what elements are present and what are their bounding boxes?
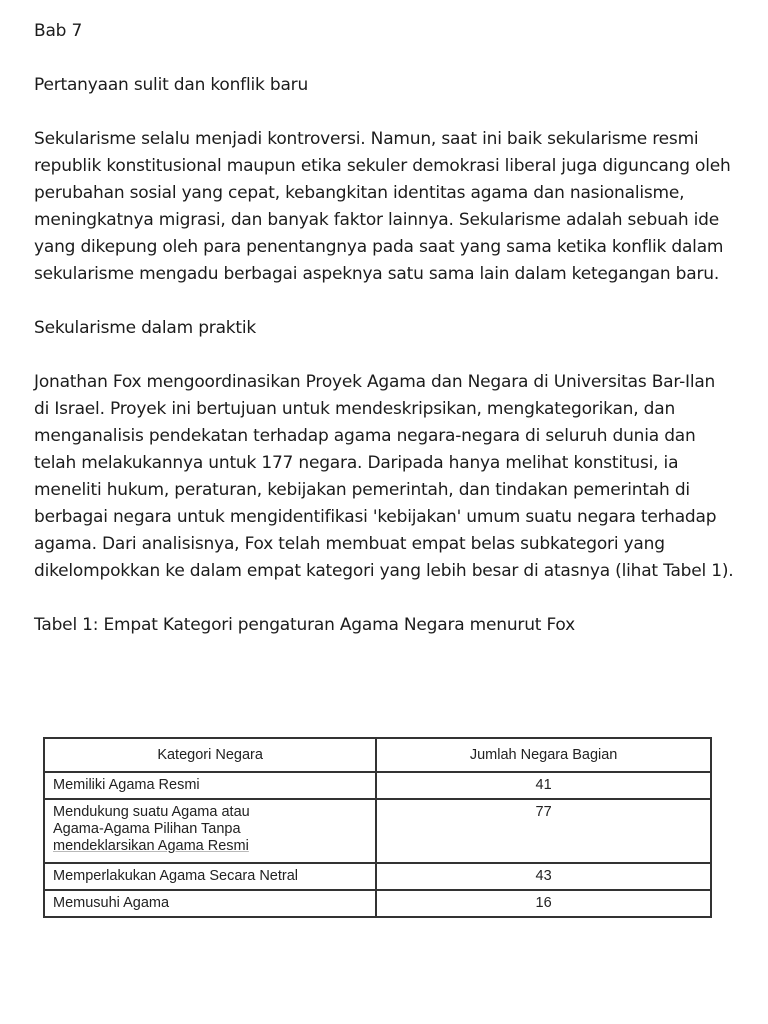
table-caption: Tabel 1: Empat Kategori pengaturan Agama Negara menurut Fox: [34, 615, 575, 635]
row-category-line: mendeklarsikan Agama Resmi: [53, 838, 249, 854]
table-row: [44, 799, 711, 863]
row-category: Memiliki Agama Resmi: [44, 772, 376, 799]
country-category-table: [43, 737, 712, 918]
row-category-line: Mendukung suatu Agama atau: [53, 804, 250, 820]
row-category: Memperlakukan Agama Secara Netral: [44, 863, 376, 890]
section2-heading: Sekularisme dalam praktik: [34, 318, 257, 338]
row-count: 77: [376, 799, 711, 863]
header-count: Jumlah Negara Bagian: [376, 738, 711, 772]
section2-paragraph: Jonathan Fox mengoordinasikan Proyek Agama dan Negara di Universitas Bar-Ilan di Israel. Proyek ini bertujuan untuk mendeskripsikan, mengkategorikan, dan menganalisis pendekatan terhadap agama negara-negara di seluruh dunia dan telah melakukannya untuk 177 negara. Daripada hanya melihat konstitusi, ia meneliti hukum, peraturan, kebijakan pemerintah, dan tindakan pemerintah di berbagai negara untuk mengidentifikasi 'kebijakan' umum suatu negara terhadap agama. Dari analisisnya, Fox telah membuat empat belas subkategori yang dikelompokkan ke dalam empat kategori yang lebih besar di atasnya (lihat Tabel 1).: [34, 372, 734, 581]
row-category: [44, 799, 376, 863]
row-count: 41: [376, 772, 711, 799]
chapter-title: Bab 7: [34, 21, 83, 41]
row-category-line: Agama-Agama Pilihan Tanpa: [53, 821, 241, 837]
row-count: 43: [376, 863, 711, 890]
table-row: [44, 890, 711, 917]
section1-paragraph: Sekularisme selalu menjadi kontroversi. Namun, saat ini baik sekularisme resmi republik konstitusional maupun etika sekuler demokrasi liberal juga diguncang oleh perubahan sosial yang cepat, kebangkitan identitas agama dan nasionalisme, meningkatnya migrasi, dan banyak faktor lainnya. Sekularisme adalah sebuah ide yang dikepung oleh para penentangnya pada saat yang sama ketika konflik dalam sekularisme mengadu berbagai aspeknya satu sama lain dalam ketegangan baru.: [34, 129, 731, 284]
row-count: 16: [376, 890, 711, 917]
section1-heading: Pertanyaan sulit dan konflik baru: [34, 75, 309, 95]
document-page: [34, 18, 734, 639]
row-category: Memusuhi Agama: [44, 890, 376, 917]
table-row: [44, 863, 711, 890]
table-row: [44, 772, 711, 799]
header-category: Kategori Negara: [44, 738, 376, 772]
table-header-row: [44, 738, 711, 772]
